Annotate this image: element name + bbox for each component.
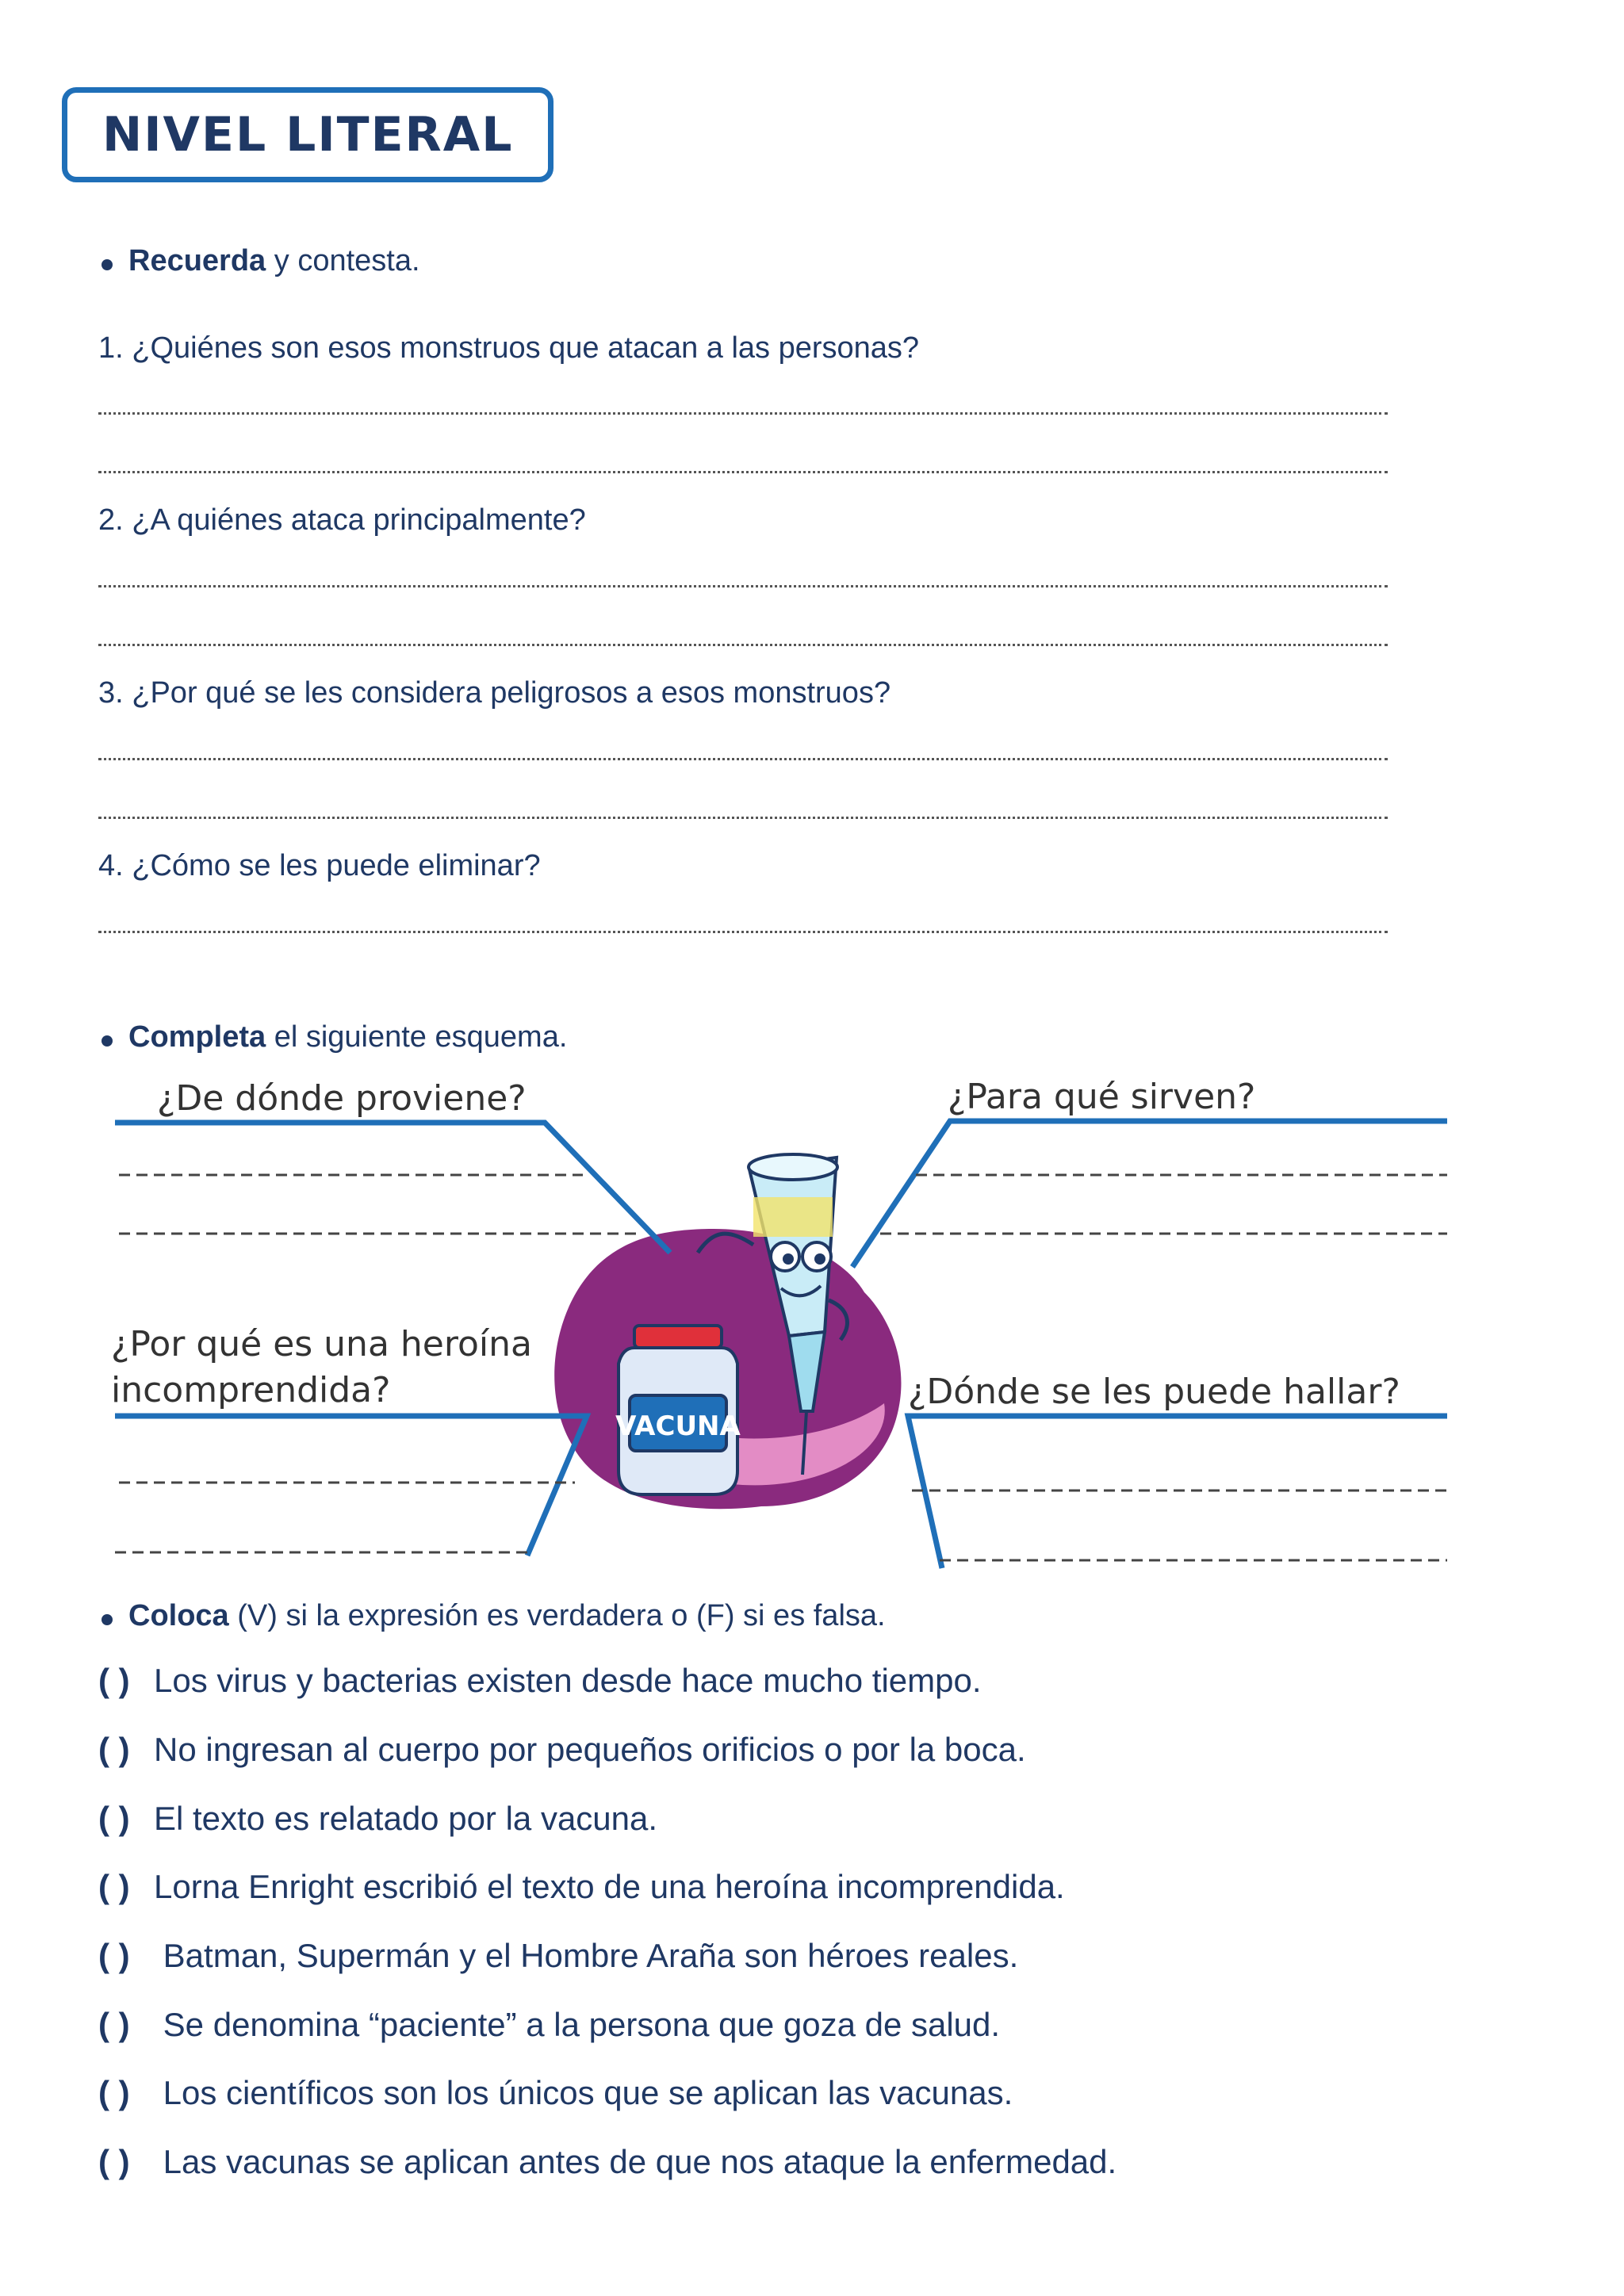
jar-label: VACUNA (615, 1410, 741, 1442)
answer-parens[interactable]: ( ) (98, 1731, 130, 1768)
vf-item: ( ) Las vacunas se aplican antes de que nos ataque la enfermedad. (98, 2143, 1117, 2180)
label-de-donde-proviene: ¿De dónde proviene? (157, 1078, 527, 1119)
label-heroina-line1: ¿Por qué es una heroína (111, 1324, 532, 1364)
label-para-que-sirven: ¿Para qué sirven? (948, 1077, 1256, 1117)
answer-line[interactable] (98, 585, 1388, 587)
vaccine-jar-icon (615, 1326, 741, 1494)
answer-line[interactable] (98, 758, 1388, 760)
diagram-scheme (0, 1062, 1624, 1570)
answer-line[interactable] (98, 931, 1388, 933)
question-1: 1. ¿Quiénes son esos monstruos que atacan a las personas? (98, 331, 920, 365)
vf-item: ( ) No ingresan al cuerpo por pequeños orificios o por la boca. (98, 1731, 1026, 1768)
question-3: 3. ¿Por qué se les considera peligrosos a esos monstruos? (98, 676, 891, 710)
vf-item: ( ) Los virus y bacterias existen desde hace mucho tiempo. (98, 1662, 982, 1699)
bullet-recuerda (102, 259, 113, 270)
label-heroina-line2: incomprendida? (111, 1370, 391, 1410)
question-2: 2. ¿A quiénes ataca principalmente? (98, 503, 586, 537)
answer-parens[interactable]: ( ) (98, 1800, 130, 1837)
instruction-completa: Completa el siguiente esquema. (128, 1020, 568, 1054)
bullet-completa (102, 1035, 113, 1047)
instruction-recuerda: Recuerda y contesta. (128, 244, 420, 277)
bullet-coloca (102, 1614, 113, 1625)
answer-parens[interactable]: ( ) (98, 1662, 130, 1699)
vf-item: ( ) El texto es relatado por la vacuna. (98, 1800, 658, 1837)
label-donde-hallar: ¿Dónde se les puede hallar? (908, 1372, 1400, 1412)
answer-parens[interactable]: ( ) (98, 1868, 130, 1905)
vf-item: ( ) Batman, Supermán y el Hombre Araña son héroes reales. (98, 1937, 1019, 1974)
question-4: 4. ¿Cómo se les puede eliminar? (98, 849, 541, 882)
page-title: NIVEL LITERAL (102, 107, 514, 163)
vf-item: ( ) Se denomina “paciente” a la persona que goza de salud. (98, 2006, 1001, 2043)
vf-item: ( ) Lorna Enright escribió el texto de una heroína incomprendida. (98, 1868, 1065, 1905)
answer-line[interactable] (98, 412, 1388, 415)
connector-line-top-right (852, 1121, 1447, 1267)
answer-line[interactable] (98, 471, 1388, 473)
answer-line[interactable] (98, 644, 1388, 646)
connector-line-mid-left (115, 1416, 587, 1556)
instruction-coloca: Coloca (V) si la expresión es verdadera o (F) si es falsa. (128, 1599, 886, 1632)
answer-parens[interactable]: ( ) (98, 2143, 130, 2180)
answer-parens[interactable]: ( ) (98, 2006, 130, 2043)
title-box (62, 87, 553, 182)
vf-item: ( ) Los científicos son los únicos que se aplican las vacunas. (98, 2074, 1013, 2111)
answer-line[interactable] (98, 817, 1388, 819)
answer-parens[interactable]: ( ) (98, 2074, 130, 2111)
connector-line-mid-right (908, 1416, 1447, 1568)
answer-parens[interactable]: ( ) (98, 1937, 130, 1974)
